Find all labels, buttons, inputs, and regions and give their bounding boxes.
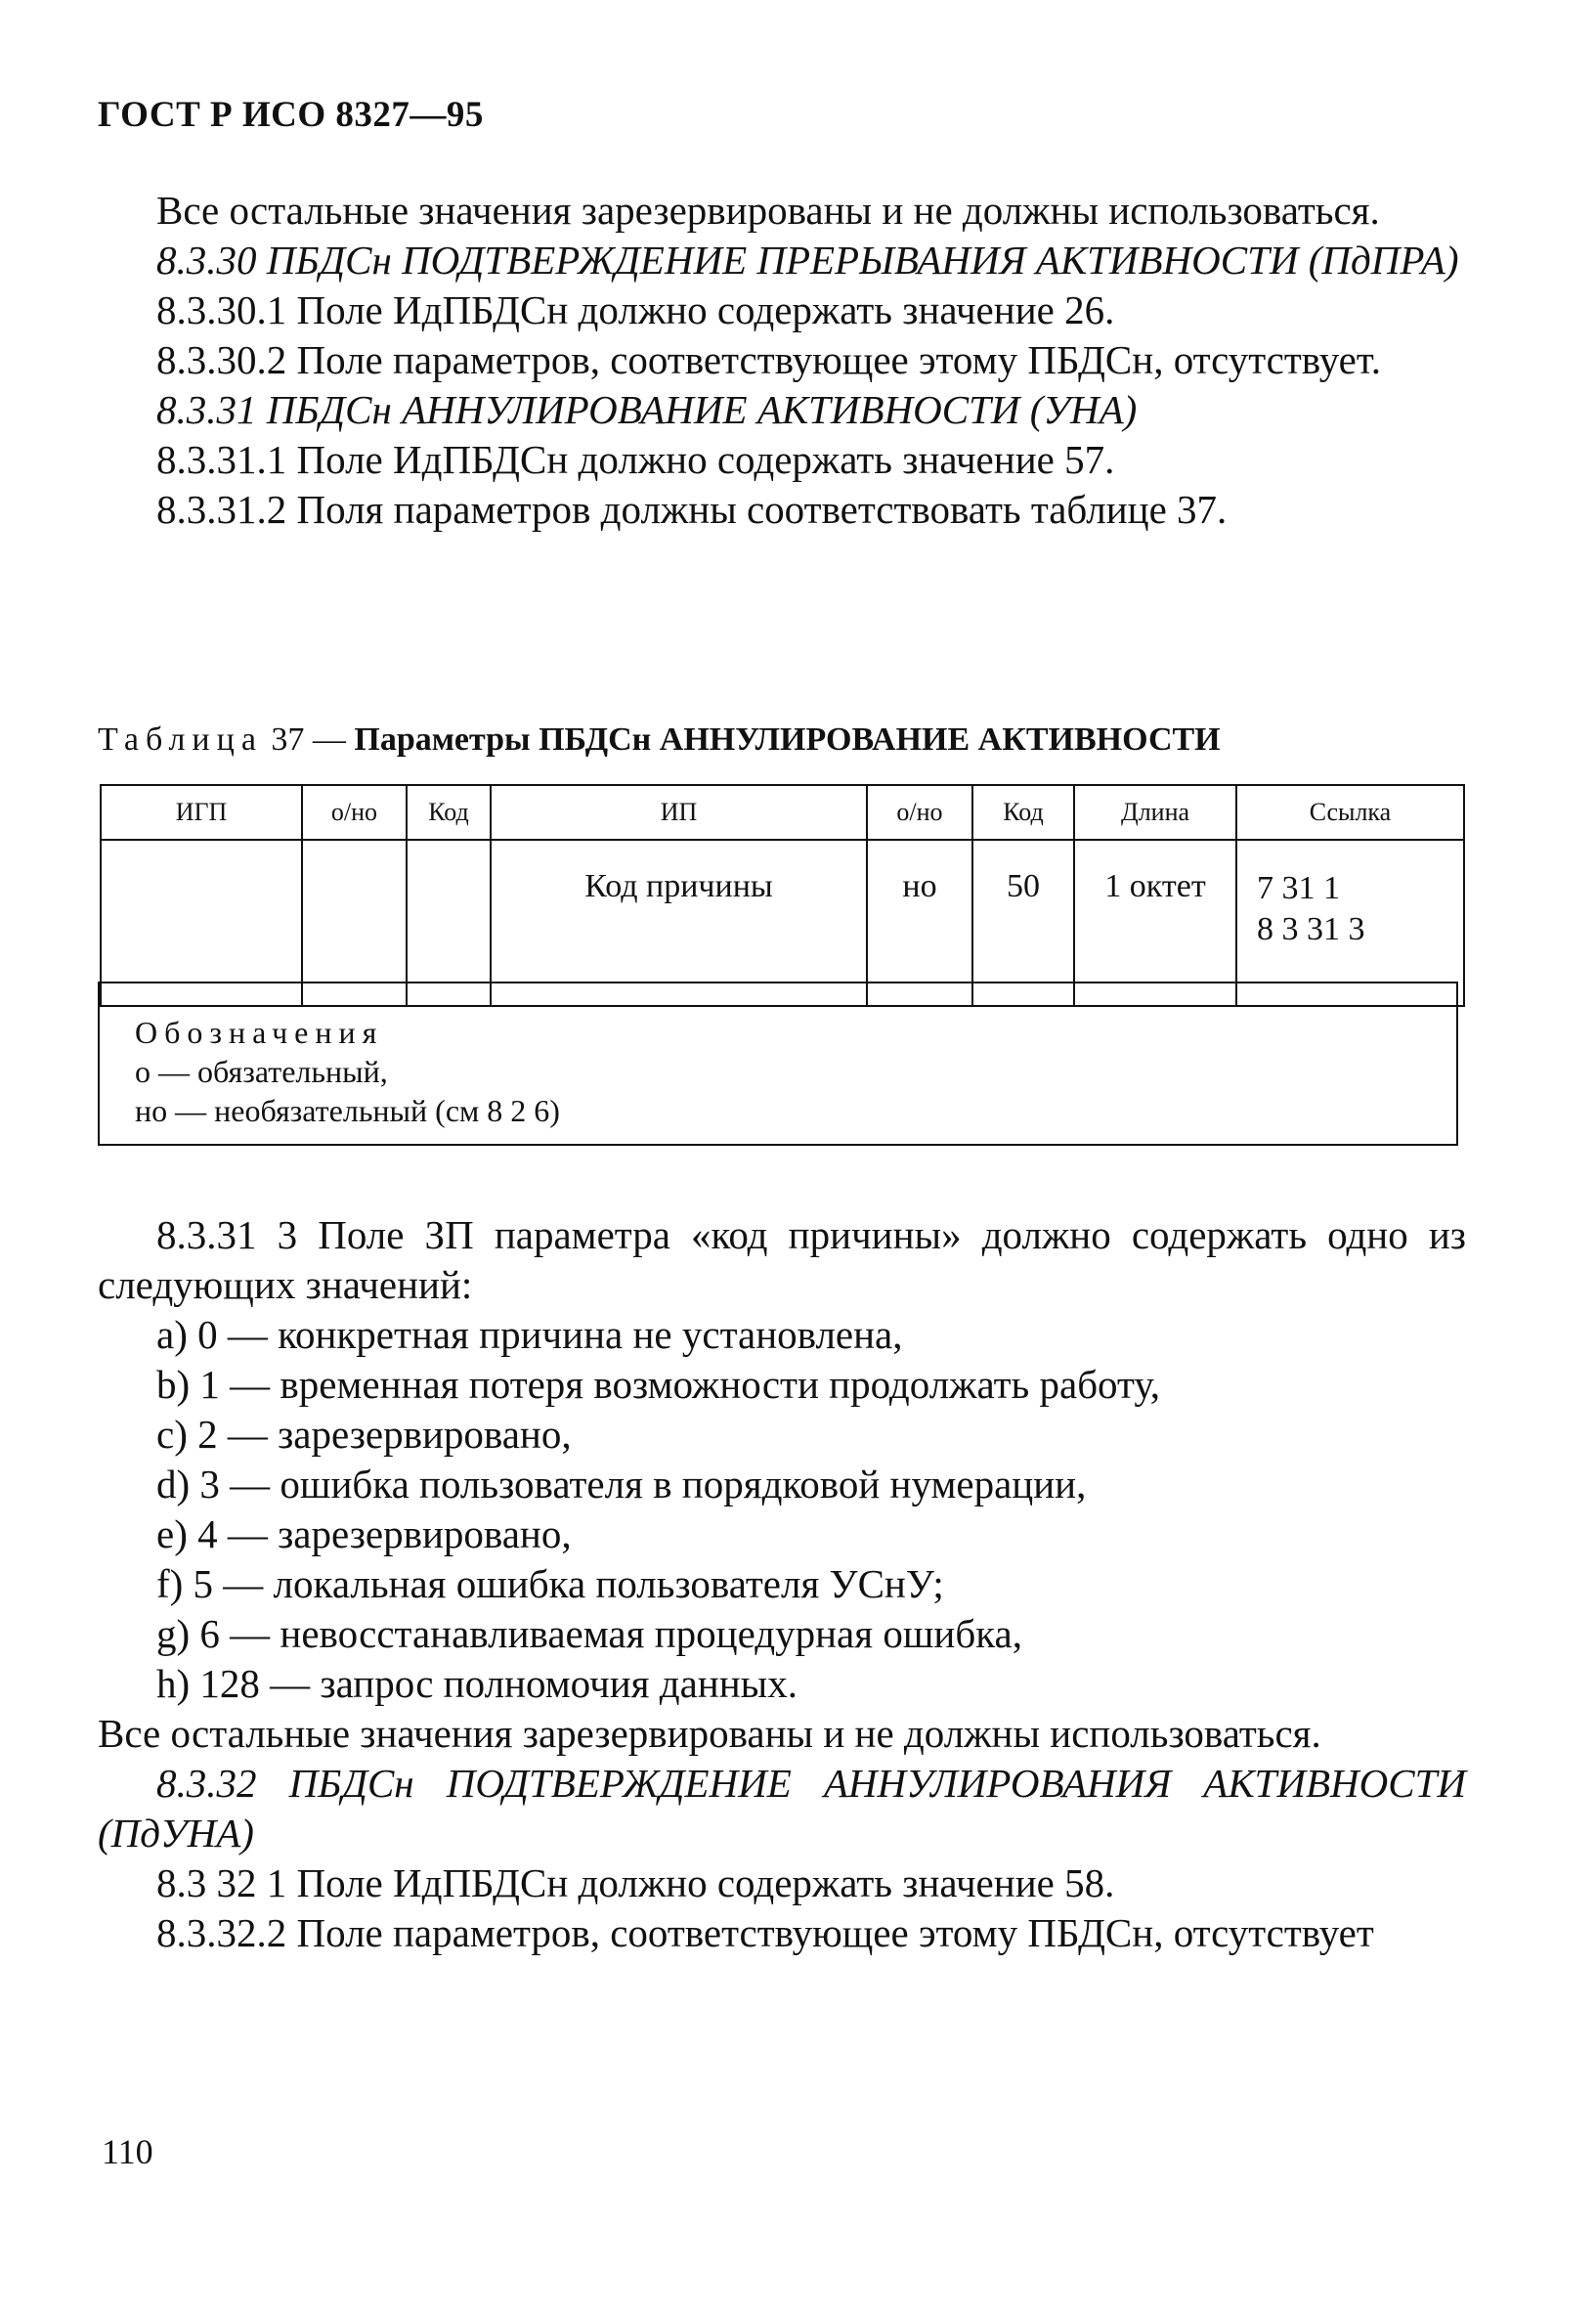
list-item: h) 128 — запрос полномочия данных. — [156, 1661, 798, 1706]
paragraph: Все остальные значения зарезервированы и не должны использоваться. — [156, 188, 1380, 233]
table-caption-number: 37 — — [271, 721, 346, 758]
paragraph: 8.3.30.2 Поле параметров, соответствующее этому ПБДСн, отсутствует. — [156, 337, 1381, 382]
header-cell: ИП — [491, 785, 867, 840]
paragraph: 8.3 32 1 Поле ИдПБДСн должно содержать значение 58. — [156, 1860, 1115, 1905]
paragraph: 8.3.31 3 Поле ЗП параметра «код причины» должно содержать одно из следующих значений: — [98, 1212, 1466, 1307]
paragraph: 8.3.32.2 Поле параметров, соответствующее этому ПБДСн, отсутствует — [156, 1910, 1374, 1955]
top-text-block — [98, 186, 1466, 535]
reference-line: 7 31 1 — [1257, 870, 1340, 906]
table-cell: 50 — [972, 840, 1074, 1006]
section-heading: 8.3.31 ПБДСн АННУЛИРОВАНИЕ АКТИВНОСТИ (УНА) — [156, 387, 1138, 432]
notes-line: но — необязательный (см 8 2 6) — [135, 1093, 560, 1128]
list-item: f) 5 — локальная ошибка пользователя УСнУ; — [156, 1561, 944, 1606]
table-caption-label: Таблица — [98, 721, 263, 758]
parameters-table — [100, 784, 1465, 1007]
section-heading: 8.3.32 ПБДСн ПОДТВЕРЖДЕНИЕ АННУЛИРОВАНИЯ АКТИВНОСТИ (ПдУНА) — [98, 1761, 1466, 1856]
list-item: a) 0 — конкретная причина не установлена, — [156, 1312, 903, 1357]
page-number: 110 — [102, 2132, 153, 2171]
table-notes — [98, 982, 1458, 1146]
header-cell: о/но — [867, 785, 972, 840]
table-caption — [98, 721, 1466, 759]
table-header-row — [101, 785, 1464, 840]
list-item: g) 6 — невосстанавливаемая процедурная ошибка, — [156, 1611, 1022, 1656]
table-cell: 1 октет — [1074, 840, 1236, 1006]
table-caption-title: Параметры ПБДСн АННУЛИРОВАНИЕ АКТИВНОСТИ — [354, 721, 1221, 758]
header-cell: Ссылка — [1236, 785, 1464, 840]
bottom-text-block — [98, 1210, 1466, 1958]
list-item: d) 3 — ошибка пользователя в порядковой нумерации, — [156, 1462, 1087, 1507]
paragraph: 8.3.31.1 Поле ИдПБДСн должно содержать значение 57. — [156, 437, 1115, 482]
list-item: e) 4 — зарезервировано, — [156, 1511, 572, 1556]
table-cell: но — [867, 840, 972, 1006]
list-item: b) 1 — временная потеря возможности продолжать работу, — [156, 1362, 1161, 1407]
document-header: ГОСТ Р ИСО 8327—95 — [98, 95, 484, 135]
table-cell: Код причины — [491, 840, 867, 1006]
paragraph: Все остальные значения зарезервированы и не должны использоваться. — [98, 1711, 1321, 1756]
header-cell: ИГП — [101, 785, 302, 840]
header-cell: Код — [972, 785, 1074, 840]
header-cell: Длина — [1074, 785, 1236, 840]
header-cell: Код — [407, 785, 491, 840]
list-item: c) 2 — зарезервировано, — [156, 1412, 572, 1457]
header-cell: о/но — [302, 785, 407, 840]
paragraph: 8.3.30.1 Поле ИдПБДСн должно содержать значение 26. — [156, 287, 1115, 332]
reference-line: 8 3 31 3 — [1257, 911, 1365, 947]
notes-title: Обозначения — [135, 1015, 384, 1050]
section-heading: 8.3.30 ПБДСн ПОДТВЕРЖДЕНИЕ ПРЕРЫВАНИЯ АКТИВНОСТИ (ПдПРА) — [156, 238, 1459, 283]
notes-line: о — обязательный, — [135, 1054, 388, 1089]
paragraph: 8.3.31.2 Поля параметров должны соответствовать таблице 37. — [156, 487, 1228, 532]
